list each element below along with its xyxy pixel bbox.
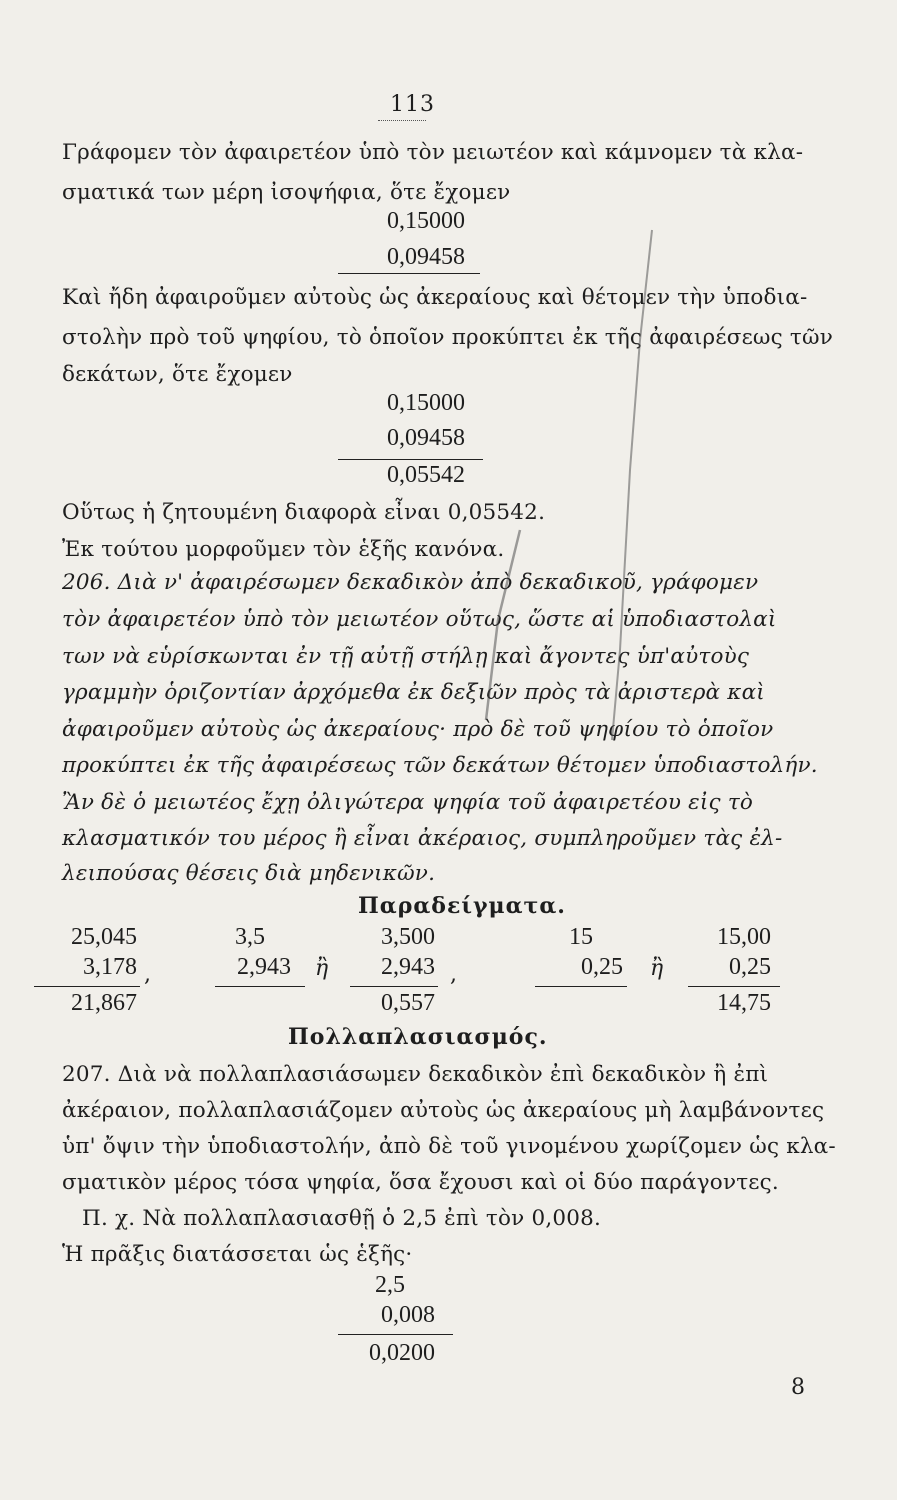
para2-line3: δεκάτων, ὅτε ἔχομεν — [62, 362, 293, 387]
example-separator-2: , — [450, 962, 457, 987]
example5-difference: 14,75 — [717, 990, 771, 1016]
rule207-line2: ἀκέραιον, πολλαπλασιάζομεν αὐτοὺς ὡς ἀκεραίους μὴ λαμβάνοντες — [62, 1098, 825, 1123]
para1-line2: σματικά των μέρη ἰσοψήφια, ὅτε ἔχομεν — [62, 180, 511, 205]
para2-line1: Καὶ ἤδη ἀφαιροῦμεν αὐτοὺς ὡς ἀκεραίους καὶ θέτομεν τὴν ὑποδια- — [62, 285, 808, 310]
rule207-line3: ὑπ' ὄψιν τὴν ὑποδιαστολήν, ἀπὸ δὲ τοῦ γινομένου χωρίζομεν ὡς κλα- — [62, 1134, 836, 1159]
rule206-line8: κλασματικόν του μέρος ἢ εἶναι ἀκέραιος, συμπληροῦμεν τὰς ἐλ- — [62, 826, 783, 851]
rule206-line5: ἀφαιροῦμεν αὐτοὺς ὡς ἀκεραίους· πρὸ δὲ τοῦ ψηφίου τὸ ὁποῖον — [62, 717, 774, 742]
example3-subtrahend: 2,943 — [381, 954, 435, 980]
signature-mark: 8 — [791, 1375, 805, 1400]
calc2-subtrahend: 0,09458 — [387, 425, 465, 451]
para3-line2: Ἐκ τούτου μορφοῦμεν τὸν ἑξῆς κανόνα. — [62, 537, 505, 562]
multiplication-heading: Πολλαπλασιασμός. — [288, 1024, 548, 1050]
example3-difference: 0,557 — [381, 990, 435, 1016]
example1-minuend: 25,045 — [71, 924, 137, 950]
examples-heading: Παραδείγματα. — [358, 893, 566, 919]
calc2-difference: 0,05542 — [387, 462, 465, 488]
example4-subtrahend: 0,25 — [581, 954, 623, 980]
rule206-line4: γραμμὴν ὁριζοντίαν ἀρχόμεθα ἐκ δεξιῶν πρὸς τὰ ἀριστερὰ καὶ — [62, 680, 765, 705]
rule206-line6: προκύπτει ἐκ τῆς ἀφαιρέσεως τῶν δεκάτων θέτομεν ὑποδιαστολήν. — [62, 753, 818, 778]
example1-subtrahend: 3,178 — [83, 954, 137, 980]
calc1-minuend: 0,15000 — [387, 208, 465, 234]
example4-minuend: 15 — [569, 924, 593, 950]
rule206-line2: τὸν ἀφαιρετέον ὑπὸ τὸν μειωτέον οὕτως, ὥστε αἱ ὑποδιαστολαὶ — [62, 607, 777, 632]
rule206-line3: των νὰ εὑρίσκωνται ἐν τῇ αὐτῇ στήλῃ καὶ ἄγοντες ὑπ'αὐτοὺς — [62, 644, 750, 669]
para3-line1: Οὕτως ἡ ζητουμένη διαφορὰ εἶναι 0,05542. — [62, 500, 546, 525]
rule206-line9: λειπούσας θέσεις διὰ μηδενικῶν. — [62, 861, 436, 886]
page-number: 113 — [390, 92, 435, 117]
example5-subtrahend: 0,25 — [729, 954, 771, 980]
example-separator-1: , — [144, 962, 151, 987]
example-or-2: ἢ — [650, 956, 664, 981]
calc3-multiplier: 0,008 — [381, 1302, 435, 1328]
example5-minuend: 15,00 — [717, 924, 771, 950]
example-or-1: ἢ — [315, 956, 329, 981]
rule206-line7: Ἂν δὲ ὁ μειωτέος ἔχῃ ὀλιγώτερα ψηφία τοῦ ἀφαιρετέου εἰς τὸ — [62, 790, 754, 815]
practice-line: Ἡ πρᾶξις διατάσσεται ὡς ἑξῆς· — [62, 1242, 413, 1267]
example-intro-line: Π. χ. Νὰ πολλαπλασιασθῇ ὁ 2,5 ἐπὶ τὸν 0,008. — [82, 1206, 602, 1231]
calc3-product: 0,0200 — [369, 1340, 435, 1366]
example1-difference: 21,867 — [71, 990, 137, 1016]
example2-minuend: 3,5 — [235, 924, 265, 950]
calc2-minuend: 0,15000 — [387, 390, 465, 416]
rule207-line4: σματικὸν μέρος τόσα ψηφία, ὅσα ἔχουσι καὶ οἱ δύο παράγοντες. — [62, 1170, 779, 1195]
example3-minuend: 3,500 — [381, 924, 435, 950]
example2-subtrahend: 2,943 — [237, 954, 291, 980]
rule207-line1: 207. Διὰ νὰ πολλαπλασιάσωμεν δεκαδικὸν ἐπὶ δεκαδικὸν ἢ ἐπὶ — [62, 1062, 769, 1087]
para2-line2: στολὴν πρὸ τοῦ ψηφίου, τὸ ὁποῖον προκύπτει ἐκ τῆς ἀφαιρέσεως τῶν — [62, 325, 834, 350]
calc1-subtrahend: 0,09458 — [387, 244, 465, 270]
para1-line1: Γράφομεν τὸν ἀφαιρετέον ὑπὸ τὸν μειωτέον καὶ κάμνομεν τὰ κλα- — [62, 140, 804, 165]
calc3-multiplicand: 2,5 — [375, 1272, 405, 1298]
rule206-line1: 206. Διὰ ν' ἀφαιρέσωμεν δεκαδικὸν ἀπὸ δεκαδικοῦ, γράφομεν — [62, 570, 759, 595]
